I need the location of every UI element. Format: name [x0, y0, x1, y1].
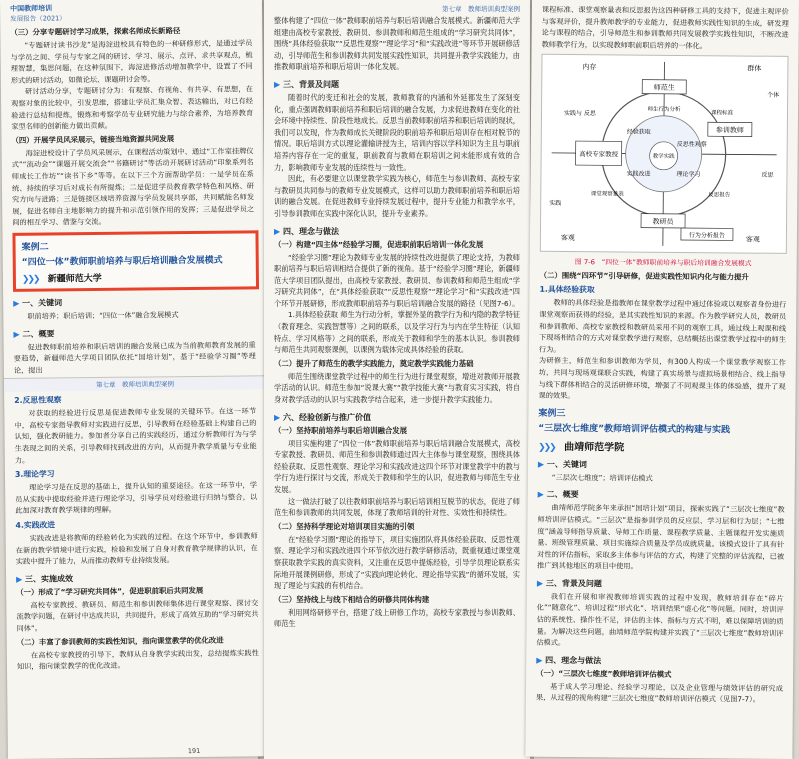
practice-heading-label: 四、理念与做法: [545, 655, 602, 666]
triangle-icon: ▶: [537, 490, 544, 500]
tool-label: 反思报告: [708, 192, 731, 199]
case-title: “四位一体”教师职前培养与职后培训融合发展模式: [21, 255, 223, 268]
model-diagram: [540, 54, 789, 254]
practice-heading: [536, 655, 783, 668]
left-header: [0, 0, 262, 25]
tool-label: 师生行为分析: [647, 107, 681, 114]
cycle-label: 反思性观察: [676, 141, 707, 149]
paragraph: 在高校专家教授的引导下，教师从自身教学实践出发，总结提炼实践性知识，指向课堂教学的优化改进。: [16, 647, 259, 672]
paragraph: 因此，有必要建立以课堂教学实践为核心，师范生与参训教师、高校专家与教研员共同参与的教师专业发展模式，这样可以助力教师职前培养和职后培训的融合发展。在促进教师专业持续发展过程中，提升专业能力和教学水平，引导参训教师在实践中深化认识，提升专业素养。: [274, 174, 520, 218]
keywords: 职前培养；职后培训；“四位一体”融合发展模式: [27, 310, 179, 321]
results-heading: [16, 571, 258, 585]
paragraph: “经验学习圈”理论为教师专业发展的持续性改进提供了理论支持，为教师职前培养与职后培训相结合提供了新的视角。基于“经验学习圈”理论，新疆师范大学项目团队提出，由高校专家教授、教研员、参训教师和师范生组成“学习研究共同体”，在“具体经验获取”“反思性观察”“理论学习”和“实践改进”四个环节开展研修，形成教师职前培养与职后培训融合发展的路径（见图7-6）。: [274, 252, 520, 308]
case-highlight-box: [12, 230, 259, 292]
axis-label: 个体: [767, 92, 780, 100]
subheading: （三）坚持线上与线下相结合的研修共同体构建: [274, 594, 430, 604]
paragraph: 研讨活动分享，专题研讨分为：有观察、有视角、有共享、有思想，在观察对象的比较中，引发思维，搭建让学员汇集众智、表达输出，对已有经验进行总结和提炼，锻炼和考察学员专业研究能力与综合素养，为培养教育家型名师的创新能力做出贡献。: [11, 84, 254, 132]
tool-label: 课程标准: [710, 110, 734, 117]
report-label: 行为分析报告: [688, 232, 725, 240]
section-heading: 4.实践改进: [15, 520, 56, 530]
right-page: [525, 0, 799, 759]
case-title: “三层次七维度”教师培训评估模式的构建与实践: [538, 423, 731, 436]
paragraph: 利用网络研修平台，搭建了线上研修工作坊，高校专家教授与参训教师、师范生: [274, 607, 520, 629]
left-page: [0, 0, 270, 759]
triangle-icon: ▶: [274, 412, 281, 422]
paragraph: 1.具体经验获取 师生为行动分析，掌握外显的教学行为和内隐的教学特征（教育理念、实践智慧等）之间的联系，以及学习行为与内在学生特征（认知特点、学习风格等）之间的联系，形成关于教师和学生的基本认识。参训教师与师范生共同观察课例，以课例为载体完成具体经验的获取。: [274, 310, 520, 355]
paragraph: 这一做法打破了以往教师职前培养与职后培训相互脱节的状态，促进了师范生和参训教师的共同发展，体现了教师培训的针对性、实效性和持续性。: [274, 496, 520, 518]
subheading: （一）构建“四主体”经验学习圈，促进职前职后培训一体化发展: [274, 239, 484, 249]
cycle-label: 实践改进: [626, 170, 651, 179]
background-heading-label: 三、背景及问题: [545, 578, 602, 589]
overview-heading: [13, 326, 255, 340]
node-label: 参训教师: [715, 126, 744, 135]
subheading: 1.具体经验获取: [539, 285, 595, 295]
page-number: 191: [187, 746, 201, 756]
section-heading: （三）分享专题研讨学习成果，探索名师成长新路径: [10, 26, 181, 37]
tool-label: 课堂观察量表: [590, 191, 624, 198]
paragraph: 曲靖师范学院多年来承担“国培计划”项目，探索实践了“三层次七维度”教师培训评估模式。“三层次”是指参训学员的反应层、学习层和行为层；“七维度”涵盖导师指导质量、导师工作质量、课程教学质量、主题课程开发实施质量、班级管理质量、项目实施综合质量及学员成就质量。该模式设计了具有针对性的评估指标，采取多主体参与评估的方式，构建了完整的评估流程，已被推广到其他地区的项目中使用。: [537, 503, 785, 571]
subheading: （二）围绕“四环节”引导研修，促进实践性知识内化与能力提升: [539, 271, 749, 282]
keywords: “三层次七维度”；培训评估模式: [551, 472, 653, 483]
chapter-header: 第七章 教师培训典型案例: [442, 5, 520, 13]
section-heading: （四）开展学员风采展示，链接当地资源共同发展: [11, 133, 175, 145]
quadrant-label: 客观: [560, 234, 575, 243]
triangle-icon: ▶: [13, 298, 20, 308]
paragraph: 整体构建了“四位一体”教师职前培养与职后培训融合发展模式。新疆师范大学组建由高校专家教授、教研员、参训教师和师范生组成的“学习研究共同体”，围绕“具体经验获取”“反思性观察”“理论学习”和“实践改进”等环节开展研修活动，引导师范生和参训教师共同发展实践性知识，共同提升教学实践能力，由推教师职前培养和职后培训一体化发展。: [274, 16, 520, 72]
axis-label: 实践: [549, 200, 562, 208]
section-heading: 2.反思性观察: [14, 395, 62, 406]
case-label: 案例三: [538, 408, 566, 419]
quadrant-label: 群体: [747, 64, 762, 74]
paragraph: 促进教师职前培养和职后培训的融合发展已成为当前教师教育发展的重要趋势，新疆师范大学项目团队依托“国培计划”，基于“经验学习圈”等理论，提出: [13, 339, 256, 375]
node-label: 高校专家教授: [579, 150, 619, 159]
background-heading: [537, 578, 784, 591]
background-heading: [274, 79, 520, 90]
paragraph: 对获取的经验进行反思是促进教师专业发展的关键环节。在这一环节中，高校专家指导教师对实践进行反思，引导教师在经验基础上构建自己的认知，强化教研能力。参加者分享自己的实践经历，通过分析教师行为与学生表现之间的关系，引导教师找到改进的方向，从而提升教学质量与专业能力。: [14, 406, 257, 465]
triangle-icon: ▶: [274, 79, 281, 89]
book-subtitle: 发展报告（2021）: [10, 14, 66, 23]
case-school: [22, 269, 250, 284]
practice-heading-label: 四、理念与做法: [282, 226, 339, 236]
overview-heading-label: 二、概要: [22, 328, 55, 339]
paragraph: 高校专家教授、教研员、师范生和参训教师集体进行课堂观察、探讨交流教学问题，在研讨中达成共识，共同提升，形成了高效互助的“学习研究共同体”。: [16, 598, 259, 633]
chevrons-icon: ❯❯❯: [21, 274, 39, 285]
experience-heading: [274, 412, 520, 423]
overview-heading-label: 二、概要: [546, 490, 579, 500]
chevrons-icon: ❯❯❯: [538, 442, 555, 453]
triangle-icon: ▶: [13, 329, 20, 339]
chapter-header: 第七章 教师培训典型案例: [4, 376, 266, 393]
quadrant-label: 客观: [745, 235, 760, 245]
subheading: （二）提升了师范生的教学实践能力，奠定教学实践能力基础: [274, 358, 474, 368]
subheading: （一）形成了“学习研究共同体”，促进职前职后共同发展: [16, 585, 204, 597]
background-heading-label: 三、背景及问题: [282, 79, 339, 89]
school-name: 新疆师范大学: [47, 273, 102, 285]
node-label: 师范生: [653, 84, 675, 93]
case-label: 案例二: [21, 242, 49, 253]
side-label: 实践与 反思: [563, 110, 596, 118]
practice-heading: [274, 226, 520, 237]
paragraph: 师范生围绕课堂教学过程中的师生行为进行课堂观察，增进对教师开展教学活动的认识。师范生参加“说课大赛”“教学技能大赛”与教育实习实践，将自身对教学活动的认识与实践教学结合起来，进一步提升教学实践能力。: [274, 371, 520, 405]
figure-caption: 图 7-6 “四位一体”教师职前培养与职后培训融合发展模式: [574, 258, 752, 268]
cycle-label: 理论学习: [676, 171, 701, 179]
paragraph: 教师的具体经验是指教师在课堂教学过程中通过体验或以观察者身份进行课堂观察而获得的经验，是其实践性知识的来源。作为教学研究人员，教研员和参训教师、高校专家教授和教研员采用不同的观察工具，通过线上观课和线下现场相结合的方式对课堂教学进行观察，总结概括出课堂教学过程中的师生行为。: [538, 298, 787, 354]
subheading: （一）“三层次七维度”教师培训评估模式: [536, 668, 672, 679]
subheading: （二）坚持科学理论对培训项目实施的引领: [274, 521, 415, 531]
paragraph: 课程标准、课堂观察量表和反思报告这四种研修工具的支持下，促进主观评价与客观评价，提升教师教学的专业能力，促进教师实践性知识的生成，研发理论与课程的结合，引导师范生和参训教师共同发展教学实践性知识，不断改进教师教学行为，以实现教师职前职后培养的一体化。: [541, 4, 789, 50]
middle-page: [264, 0, 530, 759]
section-heading: 3.理论学习: [14, 469, 55, 480]
case-school: [538, 437, 785, 454]
school-name: 曲靖师范学院: [564, 441, 625, 454]
paragraph: 实践改进是将教师的经验转化为实践的过程。在这个环节中，参训教师在新的教学情境中进行实践，检验和发展了自身对教育教学规律的认识，在实践中提升了能力，从而推动教师专业持续发展。: [15, 531, 258, 567]
node-label: 教研员: [652, 218, 674, 227]
keywords-heading-label: 一、关键词: [22, 298, 63, 308]
book-logo: 中国教师培训: [10, 4, 53, 13]
triangle-icon: ▶: [16, 574, 23, 584]
paragraph: 基于成人学习理论、经验学习理论，以及企业管理与绩效评估的研究成果，从过程的视角构建“三层次七维度”教师培训评估模式（见图7-7）。: [535, 681, 784, 705]
paragraph: 我们在开展和审视教师培训实践的过程中发现，教师培训存在“碎片化”“随意化”、培训过程“形式化”、培训结果“虚心化”等问题。同时，培训评估的系统性、操作性不足，评估的主体、指标与方式不明，难以保障培训的质量。为解决这些问题，曲靖师范学院构建并实践了“三层次七维度”教师培训评估模式。: [536, 591, 784, 648]
paragraph: 为研修主，师范生和参训教师为学员，有300人构成一个课堂教学观察工作坊，共同与现场观课联合实践，构建了真实场景与虚拟场景相结合、线上指导与线下群体相结合的灵活研修环境，增强了不同观课主体的体验感，提升了观课的效果。: [538, 356, 786, 401]
paragraph: 在“经验学习圈”理论的指导下，项目实施团队将具体经验获取、反思性观察、理论学习和实践改进四个环节依次进行教学研修活动，既重视通过课堂观察获取教学实践的真实资料，又注重在反思中提炼经验，引导学员理论联系实际地开展课例研修，形成了“实践向理论转化、理论指导实践”的循环发展，实现了理论与实践的有机结合。: [274, 534, 520, 591]
paragraph: 理论学习是在反思的基础上，提升认知的重要途径。在这一环节中，学员从实践中提取经验并进行理论学习，引导学员对经验进行归纳与整合，以此加深对教育教学规律的理解。: [15, 480, 258, 516]
triangle-icon: ▶: [537, 459, 545, 469]
keywords-heading-label: 一、关键词: [546, 459, 587, 469]
subheading: （一）坚持职前培养与职后培训融合发展: [274, 425, 408, 435]
overview-heading: [538, 489, 785, 502]
triangle-icon: ▶: [274, 226, 281, 236]
experience-heading-label: 六、经验创新与推广价值: [282, 412, 371, 422]
keywords-heading: [13, 295, 255, 309]
center-label: 教学实践: [652, 154, 675, 161]
triangle-icon: ▶: [536, 578, 544, 588]
paragraph: “专题研讨读书沙龙”是海淀进校具有特色的一种研修形式，是通过学员与学员之间、学员与专家之间的研讨、学习、展示、点评、求共享观点，梳理智慧，集思问题，在这种氛围下，海淀进修活动增加教学中，设置了不同形式的研讨活动，如微论坛、课题研讨会等。: [10, 38, 253, 85]
paragraph: 海淀进校设计了学员风采展示，在课程活动策划中、通过“工作室挂牌仪式”“流动会”“课题开展交流会”“书籍研讨”等活动开展研讨活动“印象系列名师成长工作坊”“读书下乡”等等。在以下三个方面帮助学员：一是学员在系统、持续的学习后对成长有所提炼；二是促进学员教育教学特色和风格、研究方向与进路；三是链接区域培养资源与学员发展共享部，共同赋能名师发展，促进名师自主地影响力的提升和示范引领作用的发挥；三是促进学员之间的相互学习、借鉴与交流。: [11, 146, 255, 228]
results-heading-label: 三、实施成效: [24, 574, 74, 584]
subheading: （二）丰富了参训教师的实践性知识，指向课堂教学的优化改进: [16, 635, 224, 647]
paragraph: 项目实施构建了“四位一体”教师职前培养与职后培训融合发展模式，高校专家教授、教研员、师范生和参训教师通过四大主体参与课堂观察，围绕具体经验获取、反思性观察、理论学习和实践改进这四个环节对课堂教学中的教与学行为进行探讨与交流，形成关于教师和学生的认识，促进教师与师范生专业发展。: [274, 438, 520, 494]
model-diagram-svg: [541, 55, 788, 253]
case-three-header: [538, 405, 785, 435]
side-label: 反思: [761, 172, 774, 180]
keywords-heading: [538, 458, 785, 471]
paragraph: 随着时代的变迁和社会的发展，教师教育的内涵和外延都发生了深刻变化，重点强调教师职前培养和职后培训的融合发展，力求促进教师在变化的社会环境中持续性、阶段性地成长。反思当前教师职前培养和职后培训的现状，我们可以发现，作为教师成长关键阶段的职前培养和职后培训存在相对脱节的情况。职后培训方式以理论灌输讲授为主，培训内容以学科知识为主且与职前培养内容存在一定的重复，职前教育与教师在职培训之间未能形成有效的合力，影响教师专业发展的连续性与一致性。: [274, 92, 520, 172]
cycle-label: 经验获取: [626, 128, 651, 137]
quadrant-label: 内存: [582, 63, 597, 72]
triangle-icon: ▶: [536, 655, 543, 665]
